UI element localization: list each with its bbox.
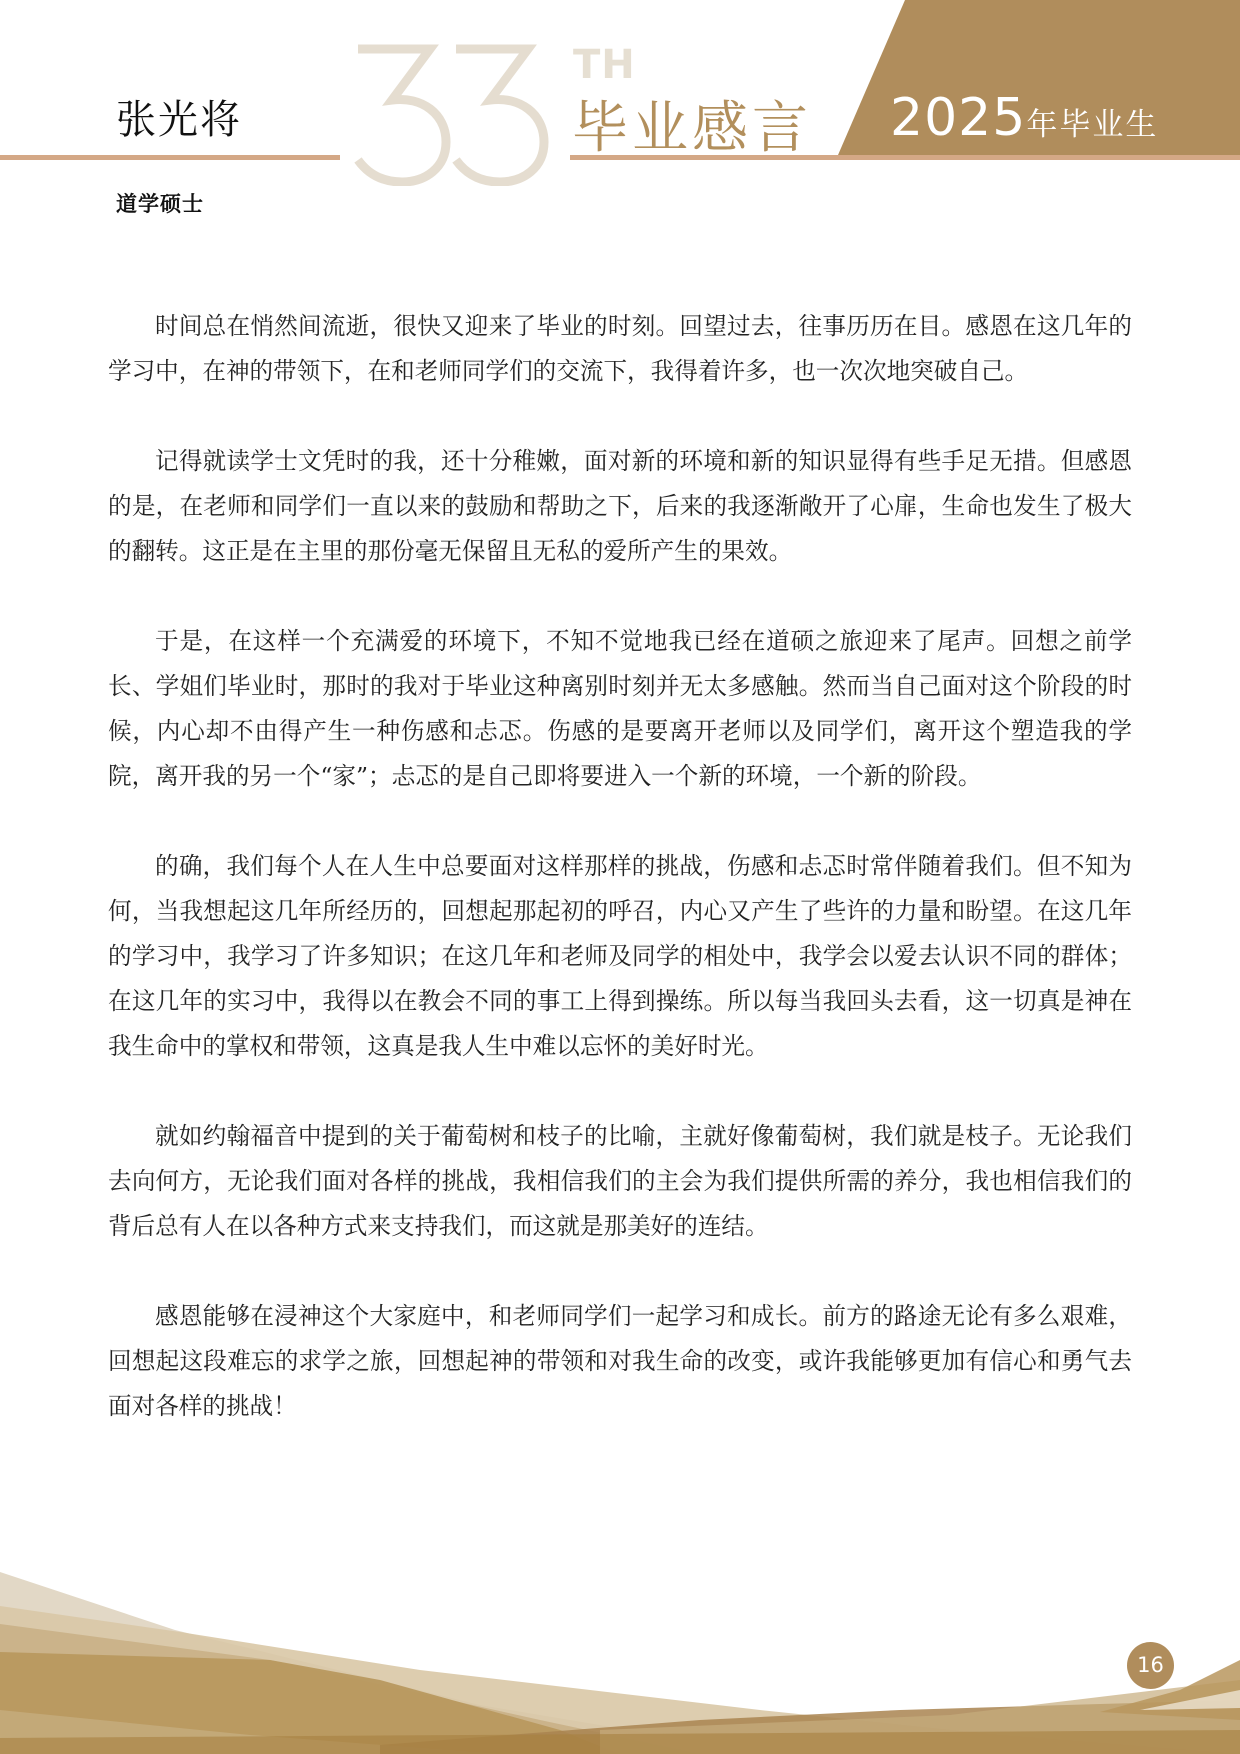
paragraph: 感恩能够在浸神这个大家庭中，和老师同学们一起学习和成长。前方的路途无论有多么艰难，回想起这段难忘的求学之旅，回想起神的带领和对我生命的改变，或许我能够更加有信心和勇气去面对各样的挑战！ bbox=[108, 1302, 1132, 1420]
edition-suffix: TH bbox=[573, 42, 636, 88]
paragraph: 的确，我们每个人在人生中总要面对这样那样的挑战，伤感和忐忑时常伴随着我们。但不知为何，当我想起这几年所经历的，回想起那起初的呼召，内心又产生了些许的力量和盼望。在这几年的学习中，我学习了许多知识；在这几年和老师及同学的相处中，我学会以爱去认识不同的群体；在这几年的实习中，我得以在教会不同的事工上得到操练。所以每当我回头去看，这一切真是神在我生命中的掌权和带领，这真是我人生中难以忘怀的美好时光。 bbox=[108, 852, 1132, 1060]
degree-label: 道学硕士 bbox=[116, 192, 204, 216]
header-rule-left bbox=[0, 155, 340, 160]
footer-wave-decoration bbox=[0, 1560, 1240, 1754]
article-body bbox=[108, 304, 1132, 1474]
paragraph: 记得就读学士文凭时的我，还十分稚嫩，面对新的环境和新的知识显得有些手足无措。但感恩的是，在老师和同学们一直以来的鼓励和帮助之下，后来的我逐渐敞开了心扉，生命也发生了极大的翻转。这正是在主里的那份毫无保留且无私的爱所产生的果效。 bbox=[108, 447, 1132, 565]
edition-numeral-33 bbox=[352, 44, 552, 186]
author-name: 张光将 bbox=[116, 97, 242, 143]
class-year-suffix: 年毕业生 bbox=[1026, 107, 1159, 143]
section-title: 毕业感言 bbox=[572, 96, 812, 161]
paragraph: 于是，在这样一个充满爱的环境下，不知不觉地我已经在道硕之旅迎来了尾声。回想之前学长、学姐们毕业时，那时的我对于毕业这种离别时刻并无太多感触。然而当自己面对这个阶段的时候，内心却不由得产生一种伤感和忐忑。伤感的是要离开老师以及同学们，离开这个塑造我的学院，离开我的另一个“家”；忐忑的是自己即将要进入一个新的环境，一个新的阶段。 bbox=[108, 627, 1132, 790]
class-year-number: 2025 bbox=[890, 88, 1027, 148]
paragraph: 时间总在悄然间流逝，很快又迎来了毕业的时刻。回望过去，往事历历在目。感恩在这几年的学习中，在神的带领下，在和老师同学们的交流下，我得着许多，也一次次地突破自己。 bbox=[108, 312, 1132, 385]
page-number-badge: 16 bbox=[1127, 1642, 1174, 1689]
paragraph: 就如约翰福音中提到的关于葡萄树和枝子的比喻，主就好像葡萄树，我们就是枝子。无论我们去向何方，无论我们面对各样的挑战，我相信我们的主会为我们提供所需的养分，我也相信我们的背后总有人在以各种方式来支持我们，而这就是那美好的连结。 bbox=[108, 1122, 1132, 1240]
class-year bbox=[890, 88, 1158, 148]
